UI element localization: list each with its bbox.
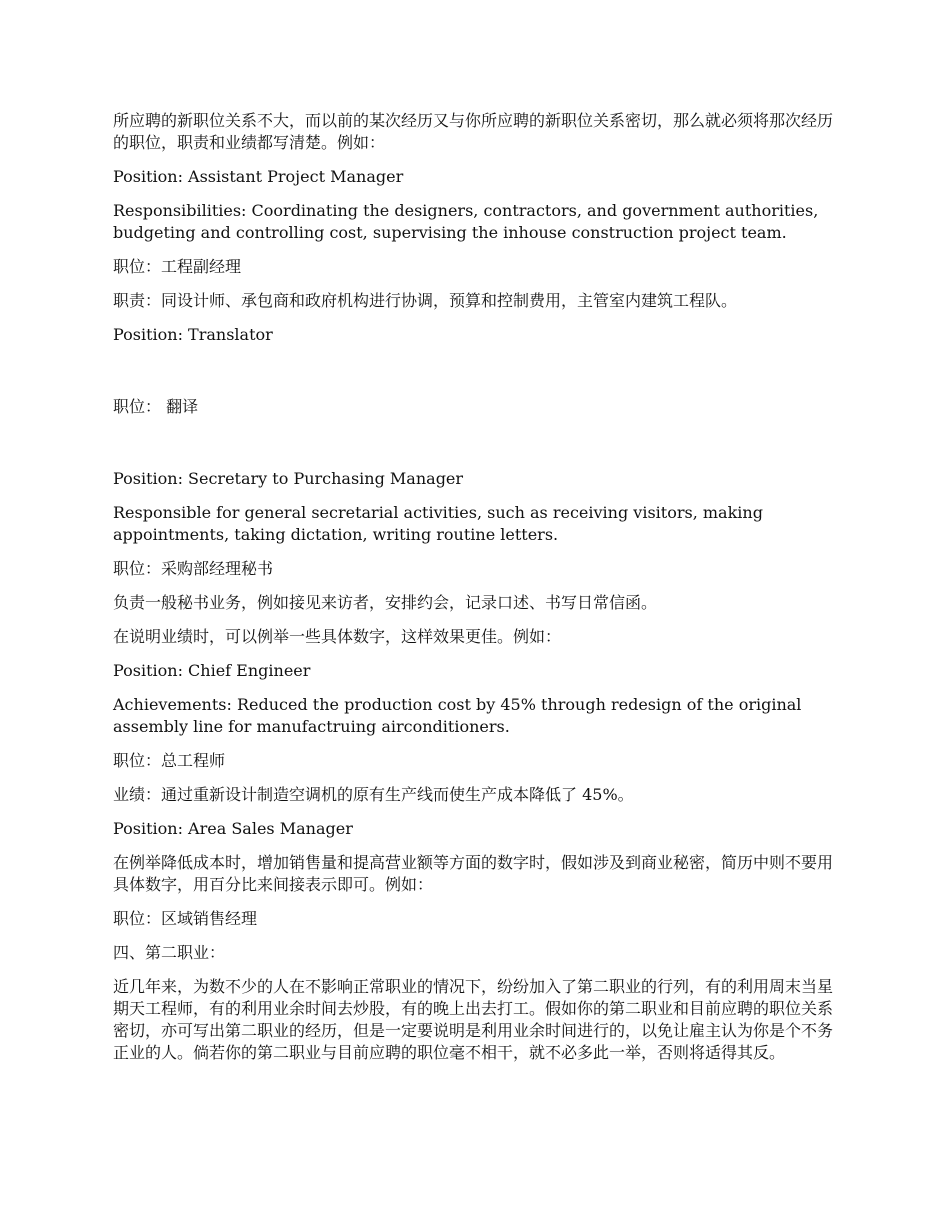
position-assistant-pm: Position: Assistant Project Manager [113,167,404,186]
responsibilities-cn-assistant-pm: 职责：同设计师、承包商和政府机构进行协调，预算和控制费用，主管室内建筑工程队。 [113,291,738,310]
position-cn-translator: 职位： 翻译 [113,397,199,416]
achievements-cn-chief-engineer: 业绩：通过重新设计制造空调机的原有生产线而使生产成本降低了 45%。 [113,785,634,804]
paragraph-confidential-tip: 在例举降低成本时，增加销售量和提高营业额等方面的数字时，假如涉及到商业秘密，简历中则不要用具体数字，用百分比来间接表示即可。例如： [113,853,834,894]
position-cn-chief-engineer: 职位：总工程师 [113,751,226,770]
position-area-sales: Position: Area Sales Manager [113,819,353,838]
paragraph-second-job: 近几年来，为数不少的人在不影响正常职业的情况下，纷纷加入了第二职业的行列，有的利用周末当星期天工程师，有的利用业余时间去炒股，有的晚上出去打工。假如你的第二职业和目前应聘的职位关系密切，亦可写出第二职业的经历，但是一定要说明是利用业余时间进行的，以免让雇主认为你是个不务正业的人。倘若你的第二职业与目前应聘的职位毫不相干，就不必多此一举，否则将适得其反。 [113,977,834,1062]
position-secretary: Position: Secretary to Purchasing Manager [113,469,464,488]
responsibilities-secretary: Responsible for general secretarial activities, such as receiving visitors, making appointments, taking dictation, writing routine letters. [113,503,763,544]
position-cn-assistant-pm: 职位：工程副经理 [113,257,242,276]
responsibilities-assistant-pm: Responsibilities: Coordinating the designers, contractors, and government authorities, budgeting and controlling cost, supervising the inhouse construction project team. [113,201,819,242]
position-chief-engineer: Position: Chief Engineer [113,661,311,680]
document-page [113,110,841,1076]
paragraph-intro: 所应聘的新职位关系不大，而以前的某次经历又与你所应聘的新职位关系密切，那么就必须将那次经历的职位，职责和业绩都写清楚。例如： [113,111,834,152]
position-translator: Position: Translator [113,325,273,344]
responsibilities-cn-secretary: 负责一般秘书业务，例如接见来访者，安排约会，记录口述、书写日常信函。 [113,593,658,612]
position-cn-area-sales: 职位：区域销售经理 [113,909,258,928]
section-heading-second-job: 四、第二职业： [113,943,226,962]
paragraph-achievements-tip: 在说明业绩时，可以例举一些具体数字，这样效果更佳。例如： [113,627,562,646]
position-cn-secretary: 职位：采购部经理秘书 [113,559,274,578]
achievements-chief-engineer: Achievements: Reduced the production cost by 45% through redesign of the original assembly line for manufactruing airconditioners. [113,695,802,736]
